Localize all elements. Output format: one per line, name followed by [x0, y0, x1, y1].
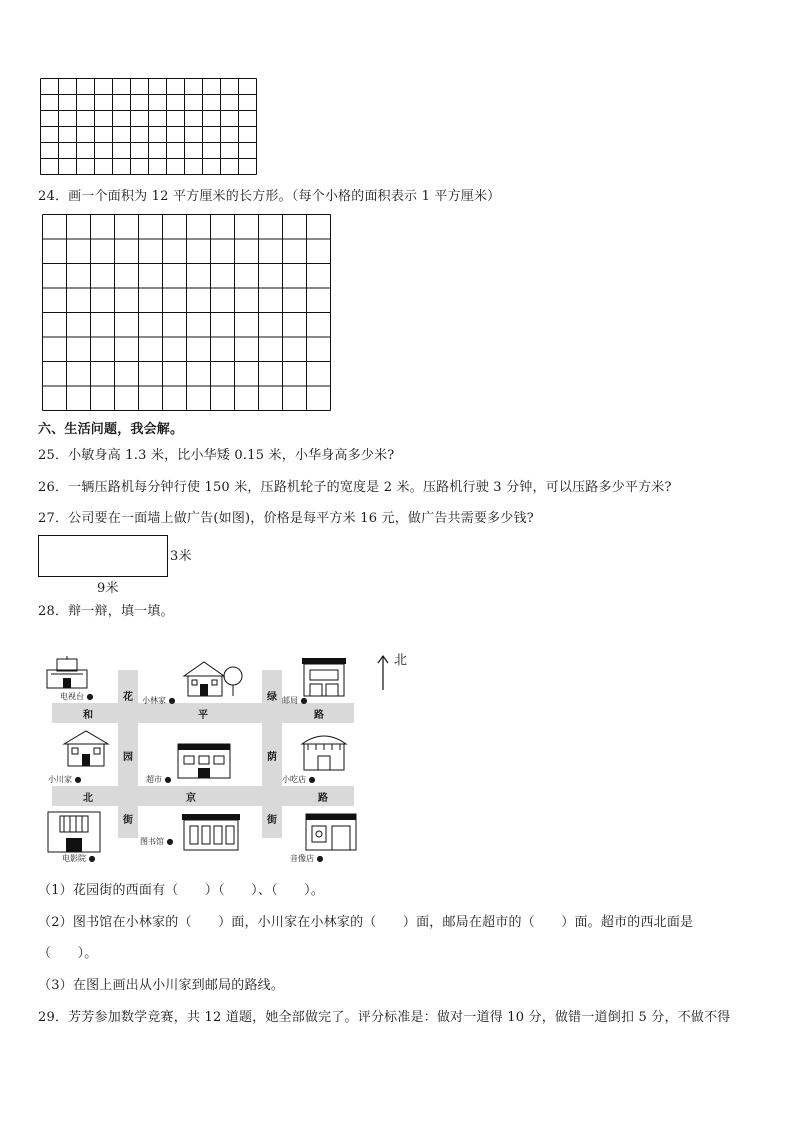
xiaochuan-house-building — [60, 728, 112, 768]
question-29: 29．芳芳参加数学竞赛，共 12 道题，她全部做完了。评分标准是：做对一道得 10 分，做错一道倒扣 5 分，不做不得 — [38, 1010, 731, 1025]
tv-station-building — [43, 656, 91, 690]
rect-height-label: 3米 — [170, 549, 192, 564]
road-char: 路 — [314, 710, 324, 721]
snack-shop-label: 小吃店 ● — [282, 775, 316, 784]
road-char: 路 — [318, 793, 328, 804]
rect-width-label: 9米 — [97, 581, 119, 596]
supermarket-building — [176, 742, 232, 780]
question-25: 25．小敏身高 1.3 米，比小华矮 0.15 米，小华身高多少米? — [38, 448, 395, 463]
library-building — [180, 812, 242, 852]
question-26: 26．一辆压路机每分钟行使 150 米，压路机轮子的宽度是 2 米。压路机行驶 3 分钟，可以压路多少平方米? — [38, 480, 672, 495]
post-office-building — [298, 656, 350, 698]
road-char: 平 — [198, 710, 208, 721]
tv-station-label: 电视台 ● — [60, 692, 94, 701]
music-store-building — [302, 810, 360, 852]
road-char: 和 — [83, 710, 93, 721]
xiaolin-house-label: 小林家 ● — [142, 696, 176, 705]
q28-sub2b: （ ）。 — [38, 946, 98, 961]
xiaolin-house-building — [178, 658, 244, 698]
question-24: 24．画一个面积为 12 平方厘米的长方形。（每个小格的面积表示 1 平方厘米） — [38, 189, 501, 204]
q28-sub2a: （2）图书馆在小林家的（ ）面，小川家在小林家的（ ）面，邮局在超市的（ ）面。超市的西北面是 — [38, 915, 694, 930]
road-char: 街 — [267, 815, 277, 826]
cinema-building — [44, 808, 104, 854]
road-char: 京 — [186, 793, 196, 804]
street-map[interactable] — [40, 648, 370, 868]
top-grid[interactable] — [40, 78, 260, 177]
road-char: 荫 — [267, 752, 277, 763]
xiaochuan-house-label: 小川家 ● — [48, 775, 82, 784]
music-store-label: 音像店 ● — [290, 854, 324, 863]
road-char: 园 — [123, 752, 133, 763]
north-label: 北 — [394, 653, 408, 668]
road-char: 绿 — [267, 692, 277, 703]
road-char: 北 — [83, 793, 93, 804]
cinema-label: 电影院 ● — [62, 854, 96, 863]
supermarket-label: 超市 ● — [146, 775, 172, 784]
question-28-title: 28．辩一辩，填一填。 — [38, 604, 174, 619]
q28-sub1: （1）花园街的西面有（ ）（ ）、（ ）。 — [38, 883, 325, 898]
library-label: 图书馆 ● — [140, 837, 174, 846]
question-27: 27．公司要在一面墙上做广告(如图)，价格是每平方米 16 元，做广告共需要多少钱? — [38, 511, 534, 526]
road-char: 花 — [123, 692, 133, 703]
wall-ad-rectangle — [38, 535, 168, 577]
q28-sub3: （3）在图上画出从小川家到邮局的路线。 — [38, 978, 285, 993]
beijing-road — [52, 786, 354, 806]
section-6-title: 六、生活问题，我会解。 — [38, 422, 184, 437]
road-char: 街 — [123, 815, 133, 826]
snack-shop-building — [298, 728, 350, 772]
post-office-label: 邮局 ● — [282, 696, 308, 705]
north-arrow-icon — [376, 654, 390, 692]
q24-drawing-grid[interactable] — [42, 214, 331, 412]
